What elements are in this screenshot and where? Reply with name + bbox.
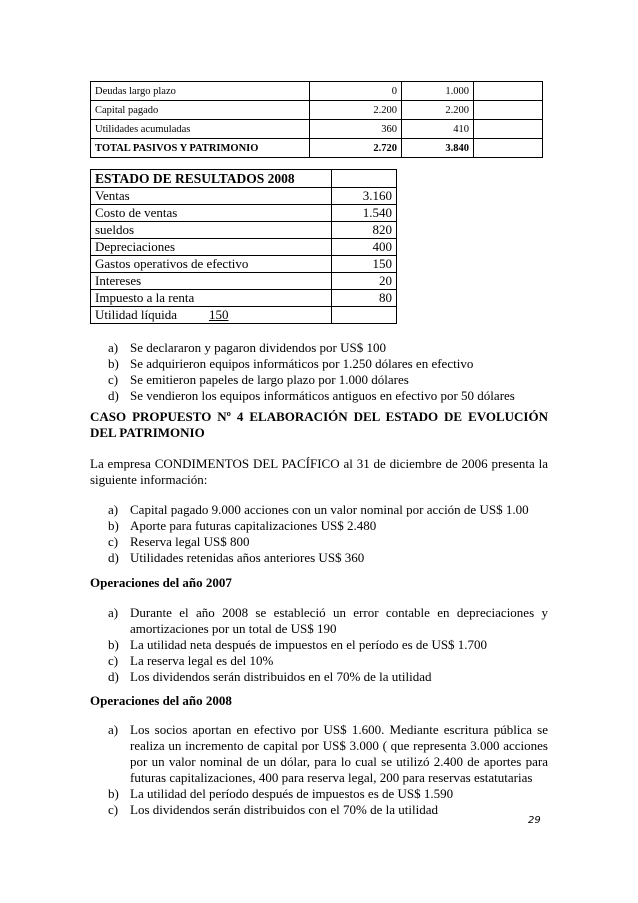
operations-list (90, 340, 548, 404)
total-value-2: 3.840 (402, 139, 474, 158)
empty-cell (474, 120, 543, 139)
total-value-1: 2.720 (310, 139, 402, 158)
row-value: 20 (332, 273, 397, 290)
table-row (91, 188, 397, 205)
row-label: Utilidad líquida (95, 307, 177, 322)
list-item: b) La utilidad neta después de impuestos en el período es de US$ 1.700 (108, 637, 488, 652)
table-row (91, 273, 397, 290)
row-label: Capital pagado (91, 101, 310, 120)
results-title: ESTADO DE RESULTADOS 2008 (91, 170, 332, 188)
list-item: a) Se declararon y pagaron dividendos por US$ 100 (108, 340, 386, 355)
section-heading-2007: Operaciones del año 2007 (90, 575, 232, 590)
row-value: 820 (332, 222, 397, 239)
table-row (91, 205, 397, 222)
empty-cell (332, 170, 397, 188)
row-label: Utilidades acumuladas (91, 120, 310, 139)
row-label: Depreciaciones (91, 239, 332, 256)
row-value: 80 (332, 290, 397, 307)
table-row (91, 307, 397, 324)
operations-2007-list (90, 605, 548, 685)
list-item: d) Los dividendos serán distribuidos en el 70% de la utilidad (108, 669, 432, 684)
row-value-1: 2.200 (310, 101, 402, 120)
list-item: b) Se adquirieron equipos informáticos por 1.250 dólares en efectivo (108, 356, 474, 371)
row-value: 400 (332, 239, 397, 256)
total-label: TOTAL PASIVOS Y PATRIMONIO (91, 139, 310, 158)
row-value-2: 1.000 (402, 82, 474, 101)
list-item: d) Utilidades retenidas años anteriores US$ 360 (108, 550, 365, 565)
row-value-2: 2.200 (402, 101, 474, 120)
row-value: 3.160 (332, 188, 397, 205)
section-heading-2008: Operaciones del año 2008 (90, 693, 232, 708)
utilidad-row-cell (91, 307, 332, 324)
info-list (90, 502, 548, 566)
row-label: sueldos (91, 222, 332, 239)
table-row (91, 101, 543, 120)
empty-cell (474, 139, 543, 158)
row-value-1: 0 (310, 82, 402, 101)
empty-cell (474, 101, 543, 120)
total-row (91, 139, 543, 158)
table-row (91, 239, 397, 256)
row-label: Impuesto a la renta (91, 290, 332, 307)
table-row (91, 222, 397, 239)
row-value-underlined: 150 (208, 307, 229, 322)
results-table (90, 169, 397, 324)
row-label: Intereses (91, 273, 332, 290)
row-label: Gastos operativos de efectivo (91, 256, 332, 273)
table-row (91, 82, 543, 101)
list-item: d) Se vendieron los equipos informáticos antiguos en efectivo por 50 dólares (108, 388, 515, 403)
row-label: Costo de ventas (91, 205, 332, 222)
page-number: 29 (528, 815, 541, 826)
list-item: c) Reserva legal US$ 800 (108, 534, 250, 549)
table-row (91, 290, 397, 307)
list-item: a) Durante el año 2008 se estableció un error contable en depreciaciones y amortizaciones por un total de US$ 190 (108, 605, 548, 636)
list-item: c) Los dividendos serán distribuidos con el 70% de la utilidad (108, 802, 438, 817)
row-value: 150 (332, 256, 397, 273)
row-label: Ventas (91, 188, 332, 205)
balance-table (90, 81, 543, 158)
list-item: a) Los socios aportan en efectivo por US$ 1.600. Mediante escritura pública se realiza un incremento de capital por US$ 3.000 ( que representa 3.000 acciones por un valor nominal de un dólar, para lo cual se utilizó 2.400 de aportes para futuras capitalizaciones, 400 para reserva legal, 200 para reservas estatutarias (108, 722, 548, 785)
list-item: c) Se emitieron papeles de largo plazo por 1.000 dólares (108, 372, 409, 387)
row-label: Deudas largo plazo (91, 82, 310, 101)
list-item: c) La reserva legal es del 10% (108, 653, 274, 668)
row-value-1: 360 (310, 120, 402, 139)
operations-2008-list (90, 722, 548, 818)
list-item: b) Aporte para futuras capitalizaciones US$ 2.480 (108, 518, 377, 533)
intro-paragraph: La empresa CONDIMENTOS DEL PACÍFICO al 31 de diciembre de 2006 presenta la siguiente información: (90, 456, 548, 487)
results-title-row (91, 170, 397, 188)
empty-cell (332, 307, 397, 324)
list-item: a) Capital pagado 9.000 acciones con un valor nominal por acción de US$ 1.00 (108, 502, 529, 517)
row-value-2: 410 (402, 120, 474, 139)
table-row (91, 256, 397, 273)
table-row (91, 120, 543, 139)
empty-cell (474, 82, 543, 101)
case-heading: CASO PROPUESTO Nº 4 ELABORACIÓN DEL ESTADO DE EVOLUCIÓN DEL PATRIMONIO (90, 409, 548, 440)
row-value: 1.540 (332, 205, 397, 222)
list-item: b) La utilidad del período después de impuestos es de US$ 1.590 (108, 786, 454, 801)
